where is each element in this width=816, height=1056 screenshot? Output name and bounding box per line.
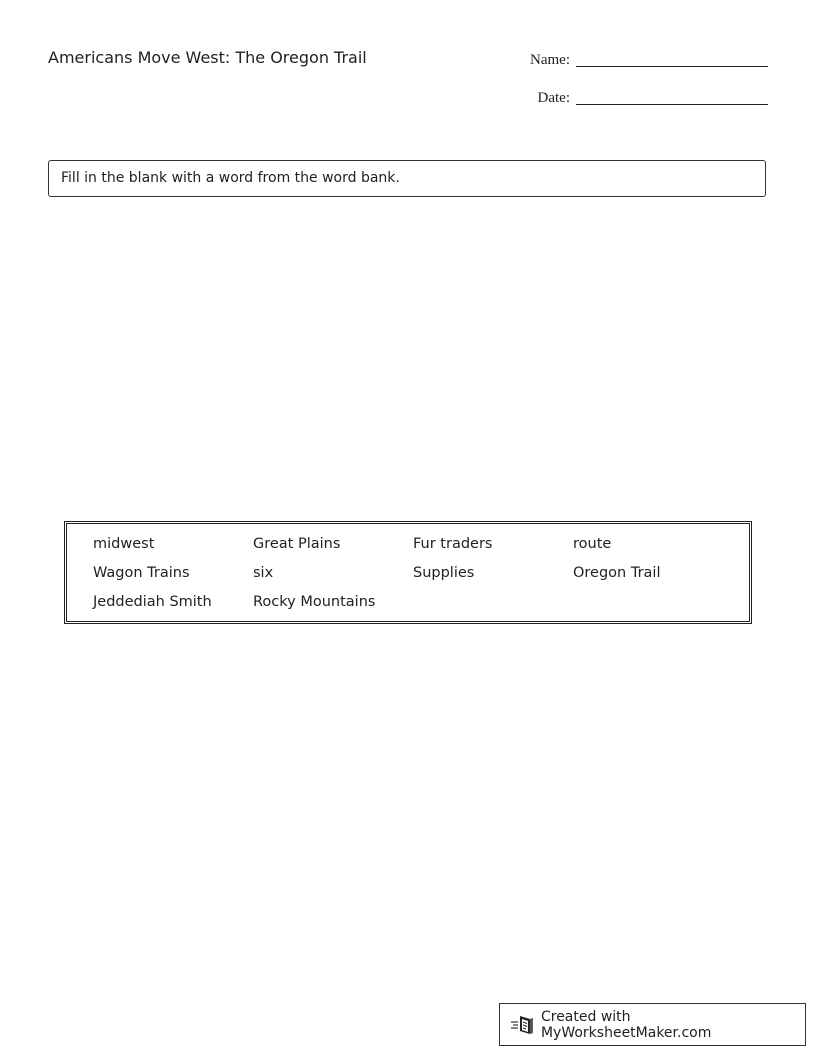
word-bank [64, 521, 752, 624]
word-bank-item: route [573, 536, 612, 552]
date-line[interactable] [576, 104, 768, 105]
worksheet-maker-logo-icon [510, 1013, 536, 1037]
word-bank-item: Wagon Trains [93, 565, 190, 581]
word-bank-item: Oregon Trail [573, 565, 661, 581]
worksheet-title: Americans Move West: The Oregon Trail [48, 48, 367, 67]
word-bank-item: Fur traders [413, 536, 493, 552]
name-line[interactable] [576, 66, 768, 67]
word-bank-item: six [253, 565, 274, 581]
word-bank-item: Great Plains [253, 536, 341, 552]
name-field [530, 52, 768, 69]
instructions-text: Fill in the blank with a word from the word bank. [61, 170, 400, 186]
footer-badge[interactable] [499, 1003, 806, 1046]
word-bank-item: Supplies [413, 565, 475, 581]
word-bank-item: midwest [93, 536, 155, 552]
word-bank-grid [93, 536, 733, 623]
date-label: Date: [537, 90, 570, 106]
date-field [538, 90, 768, 107]
word-bank-item: Jeddediah Smith [93, 594, 212, 610]
word-bank-item: Rocky Mountains [253, 594, 376, 610]
name-label: Name: [530, 52, 570, 68]
instructions-box [48, 160, 766, 197]
footer-text: Created with MyWorksheetMaker.com [540, 1008, 712, 1041]
